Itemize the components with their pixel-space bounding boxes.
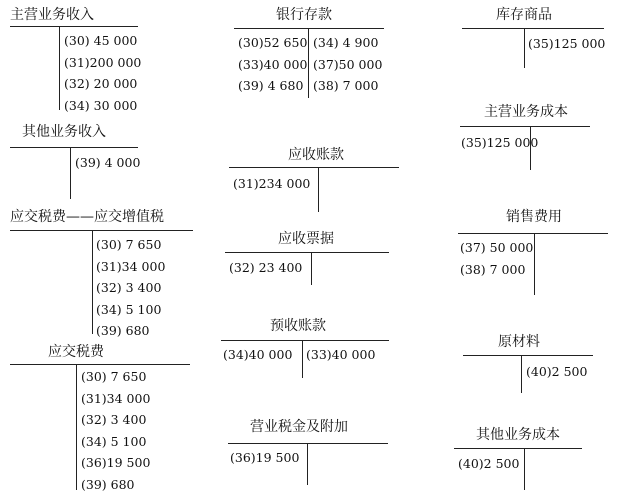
entry: (34) 5 100 xyxy=(96,301,162,317)
entry: (30) 45 000 xyxy=(64,33,138,48)
entry: (36)19 500 xyxy=(230,450,300,465)
credit-entries xyxy=(75,152,140,174)
t-account-divider xyxy=(76,364,77,490)
t-account-divider xyxy=(308,28,309,98)
entry: (33)40 000 xyxy=(306,347,376,362)
credit-entries xyxy=(96,234,165,342)
t-account-top-line xyxy=(225,252,389,253)
entry: (37) 50 000 xyxy=(460,240,534,255)
t-account-top-line xyxy=(10,230,193,231)
entry: (39) 680 xyxy=(96,323,150,338)
credit-entries xyxy=(81,366,150,495)
entry: (34) 30 000 xyxy=(64,97,138,113)
entry: (34)40 000 xyxy=(223,347,293,362)
entry: (39) 680 xyxy=(81,476,135,492)
account-title: 营业税金及附加 xyxy=(250,419,348,435)
t-account-divider xyxy=(524,28,525,68)
account-title: 主营业务成本 xyxy=(484,104,568,120)
debit-entries xyxy=(460,237,533,280)
t-account-divider xyxy=(307,443,308,485)
entry: (36)19 500 xyxy=(81,455,151,470)
debit-entries xyxy=(233,173,310,195)
debit-entries xyxy=(461,132,538,154)
t-account-divider xyxy=(311,252,312,285)
entry: (31)234 000 xyxy=(233,176,311,191)
t-account-divider xyxy=(59,26,60,110)
entry: (37)50 000 xyxy=(313,56,383,72)
t-account-top-line xyxy=(462,28,604,29)
credit-entries xyxy=(528,33,605,55)
account-title: 应交税费——应交增值税 xyxy=(10,209,164,225)
account-title: 预收账款 xyxy=(270,318,326,334)
entry: (31)34 000 xyxy=(96,258,166,274)
credit-entries xyxy=(306,344,375,366)
entry: (32) 20 000 xyxy=(64,76,138,91)
credit-entries xyxy=(526,361,587,383)
entry: (40)2 500 xyxy=(458,456,520,471)
entry: (32) 23 400 xyxy=(229,260,303,275)
t-account-top-line xyxy=(458,233,608,234)
t-account-divider xyxy=(318,167,319,212)
account-title: 银行存款 xyxy=(276,7,332,23)
t-account-top-line xyxy=(460,126,590,127)
account-title: 应收账款 xyxy=(288,147,344,163)
entry: (32) 3 400 xyxy=(96,280,162,295)
account-title: 销售费用 xyxy=(506,209,562,225)
account-title: 应交税费 xyxy=(48,344,104,360)
t-account-top-line xyxy=(229,167,399,168)
debit-entries xyxy=(223,344,292,366)
entry: (38) 7 000 xyxy=(460,261,526,277)
entry: (39) 4 680 xyxy=(238,78,304,93)
entry: (35)125 000 xyxy=(461,135,539,150)
account-title: 其他业务成本 xyxy=(476,427,560,443)
entry: (38) 7 000 xyxy=(313,78,379,93)
t-account-divider xyxy=(521,355,522,393)
entry: (30)52 650 xyxy=(238,35,308,50)
t-account-top-line xyxy=(10,26,138,27)
entry: (34) 4 900 xyxy=(313,35,379,50)
credit-entries xyxy=(313,32,382,97)
t-account-divider xyxy=(302,340,303,378)
credit-entries xyxy=(64,30,141,116)
t-account-divider xyxy=(534,233,535,295)
entry: (32) 3 400 xyxy=(81,412,147,427)
entry: (31)200 000 xyxy=(64,54,142,70)
t-account-top-line xyxy=(221,340,389,341)
account-title: 应收票据 xyxy=(278,231,334,247)
account-title: 主营业务收入 xyxy=(10,7,94,23)
t-account-divider xyxy=(70,147,71,199)
t-account-top-line xyxy=(463,355,593,356)
account-title: 其他业务收入 xyxy=(22,124,106,140)
account-title: 库存商品 xyxy=(496,7,552,23)
account-title: 原材料 xyxy=(498,334,540,350)
debit-entries xyxy=(229,257,302,279)
entry: (31)34 000 xyxy=(81,390,151,406)
entry: (35)125 000 xyxy=(528,36,606,51)
entry: (33)40 000 xyxy=(238,56,308,72)
debit-entries xyxy=(458,453,519,475)
entry: (40)2 500 xyxy=(526,364,588,379)
t-account-top-line xyxy=(454,448,582,449)
entry: (34) 5 100 xyxy=(81,433,147,449)
t-account-divider xyxy=(92,230,93,334)
t-account-top-line xyxy=(10,147,138,148)
t-account-divider xyxy=(524,448,525,490)
entry: (39) 4 000 xyxy=(75,155,141,170)
entry: (30) 7 650 xyxy=(81,369,147,384)
debit-entries xyxy=(230,447,299,469)
debit-entries xyxy=(238,32,307,97)
entry: (30) 7 650 xyxy=(96,237,162,252)
